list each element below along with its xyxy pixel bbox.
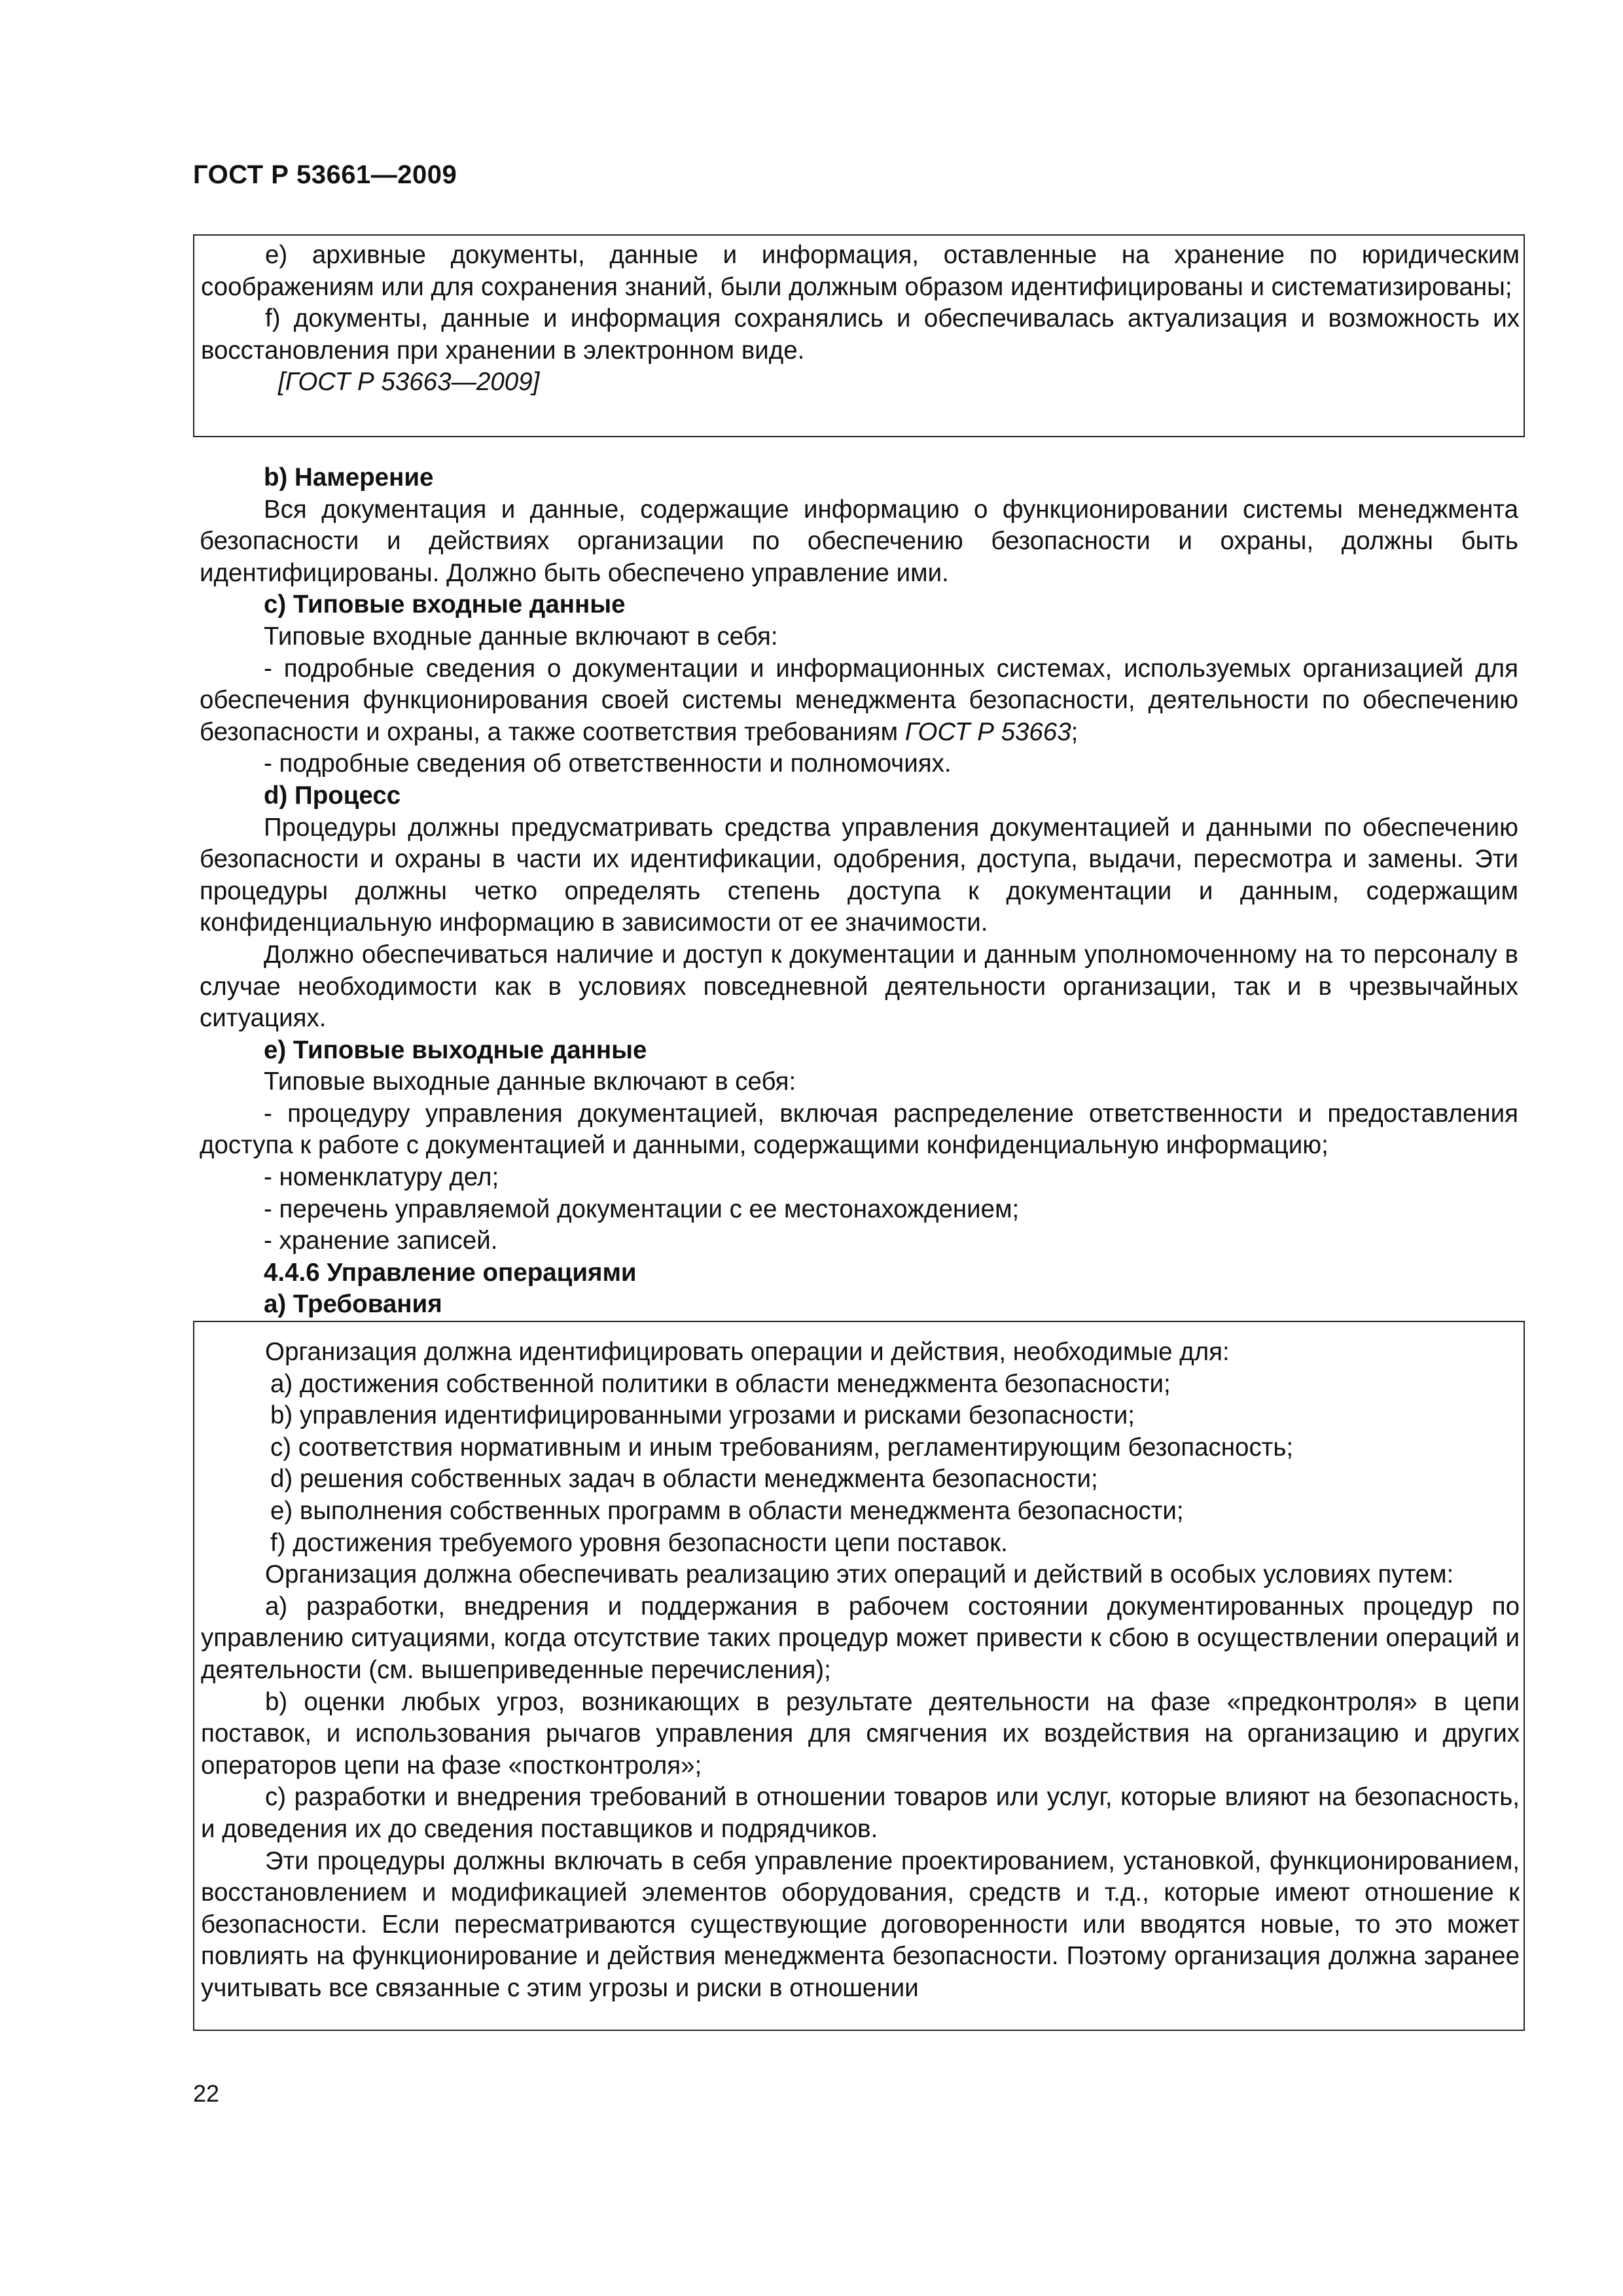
page-number: 22 xyxy=(193,2080,220,2107)
requirements-intro: Организация должна идентифицировать операции и действия, необходимые для: xyxy=(265,1338,1230,1366)
section-heading-intent: b) Намерение xyxy=(264,463,434,492)
box-paragraph-e: e) архивные документы, данные и информация, оставленные на хранение по юридическим соображениям или для сохранения знаний, были должным образом идентифицированы и систематизированы; xyxy=(201,241,1520,301)
sub-heading-requirements: a) Требования xyxy=(264,1290,442,1319)
requirements-list-item: d) решения собственных задач в области менеджмента безопасности; xyxy=(270,1465,1098,1494)
special-condition-item: c) разработки и внедрения требований в отношении товаров или услуг, которые влияют на безопасность, и доведения их до сведения поставщиков и подрядчиков. xyxy=(201,1783,1520,1843)
document-header: ГОСТ Р 53661—2009 xyxy=(193,160,457,189)
outputs-item: - процедуру управления документацией, включая распределение ответственности и предоставления доступа к работе с документацией и данными, содержащими конфиденциальную информацию; xyxy=(200,1099,1518,1160)
requirements-list-item: e) выполнения собственных программ в области менеджмента безопасности; xyxy=(270,1496,1184,1525)
requirements-list-item: a) достижения собственной политики в области менеджмента безопасности; xyxy=(270,1369,1171,1398)
quoted-requirements-box xyxy=(193,234,1525,437)
section-text-intent: Вся документация и данные, содержащие информацию о функционировании системы менеджмента безопасности и действиях организации по обеспечению безопасности и охраны, должны быть идентифицированы. Должно быть обеспечено управление ими. xyxy=(200,495,1518,587)
inputs-item-text: - подробные сведения о документации и информационных системах, используемых организацией для обеспечения функционирования своей системы менеджмента безопасности, деятельности по обеспечению безопасности и охраны, а также соответствия требованиям xyxy=(200,654,1518,746)
process-paragraph: Должно обеспечиваться наличие и доступ к документации и данным уполномоченному на то персоналу в случае необходимости как в условиях повседневной деятельности организации, так и в чрезвычайных ситуациях. xyxy=(200,940,1518,1033)
box-paragraph-f: f) документы, данные и информация сохранялись и обеспечивалась актуализация и возможность их восстановления при хранении в электронном виде. xyxy=(201,304,1520,365)
section-heading-outputs: e) Типовые выходные данные xyxy=(264,1035,647,1064)
inputs-item-reference: ГОСТ Р 53663 xyxy=(904,717,1071,746)
outputs-item: - номенклатуру дел; xyxy=(264,1163,499,1192)
outputs-intro: Типовые выходные данные включают в себя: xyxy=(264,1067,796,1096)
inputs-item xyxy=(200,653,1518,749)
process-paragraph: Процедуры должны предусматривать средства управления документацией и данными по обеспечению безопасности и охраны в части их идентификации, одобрения, доступа, выдачи, пересмотра и замены. Эти процедуры должны четко определять степень доступа к документации и данным, содержащим конфиденциальную информацию в зависимости от ее значимости. xyxy=(200,813,1518,937)
outputs-item: - хранение записей. xyxy=(264,1227,498,1255)
special-condition-item: a) разработки, внедрения и поддержания в рабочем состоянии документированных процедур по управлению ситуациями, когда отсутствие таких процедур может привести к сбою в осуществлении операций и деятельности (см. вышеприведенные перечисления); xyxy=(201,1592,1520,1684)
special-condition-item: b) оценки любых угроз, возникающих в результате деятельности на фазе «предконтроля» в цепи поставок, и использования рычагов управления для смягчения их воздействия на организацию и других операторов цепи на фазе «постконтроля»; xyxy=(201,1687,1520,1780)
section-heading-process: d) Процесс xyxy=(264,781,401,810)
inputs-item: - подробные сведения об ответственности и полномочиях. xyxy=(264,749,952,778)
requirements-box xyxy=(193,1321,1525,2031)
requirements-list-item: c) соответствия нормативным и иным требованиям, регламентирующим безопасность; xyxy=(270,1433,1294,1462)
inputs-intro: Типовые входные данные включают в себя: xyxy=(264,622,778,651)
procedures-paragraph: Эти процедуры должны включать в себя управление проектированием, установкой, функционированием, восстановлением и модификацией элементов оборудования, средств и т.д., которые имеют отношение к безопасности. Если пересматриваются существующие договоренности или вводятся новые, то это может повлиять на функционирование и действия менеджмента безопасности. Поэтому организация должна заранее учитывать все связанные с этим угрозы и риски в отношении xyxy=(201,1846,1520,2002)
document-body xyxy=(200,462,1518,1321)
requirements-list-item: f) достижения требуемого уровня безопасности цепи поставок. xyxy=(270,1528,1008,1557)
inputs-item-end: ; xyxy=(1071,717,1079,746)
standard-reference: [ГОСТ Р 53663—2009] xyxy=(278,368,540,397)
section-heading-inputs: c) Типовые входные данные xyxy=(264,590,626,619)
requirements-list-item: b) управления идентифицированными угрозами и рисками безопасности; xyxy=(270,1401,1135,1430)
outputs-item: - перечень управляемой документации с ее местонахождением; xyxy=(264,1194,1020,1223)
section-heading-operations: 4.4.6 Управление операциями xyxy=(264,1258,637,1287)
special-conditions-intro: Организация должна обеспечивать реализацию этих операций и действий в особых условиях путем: xyxy=(265,1560,1454,1589)
